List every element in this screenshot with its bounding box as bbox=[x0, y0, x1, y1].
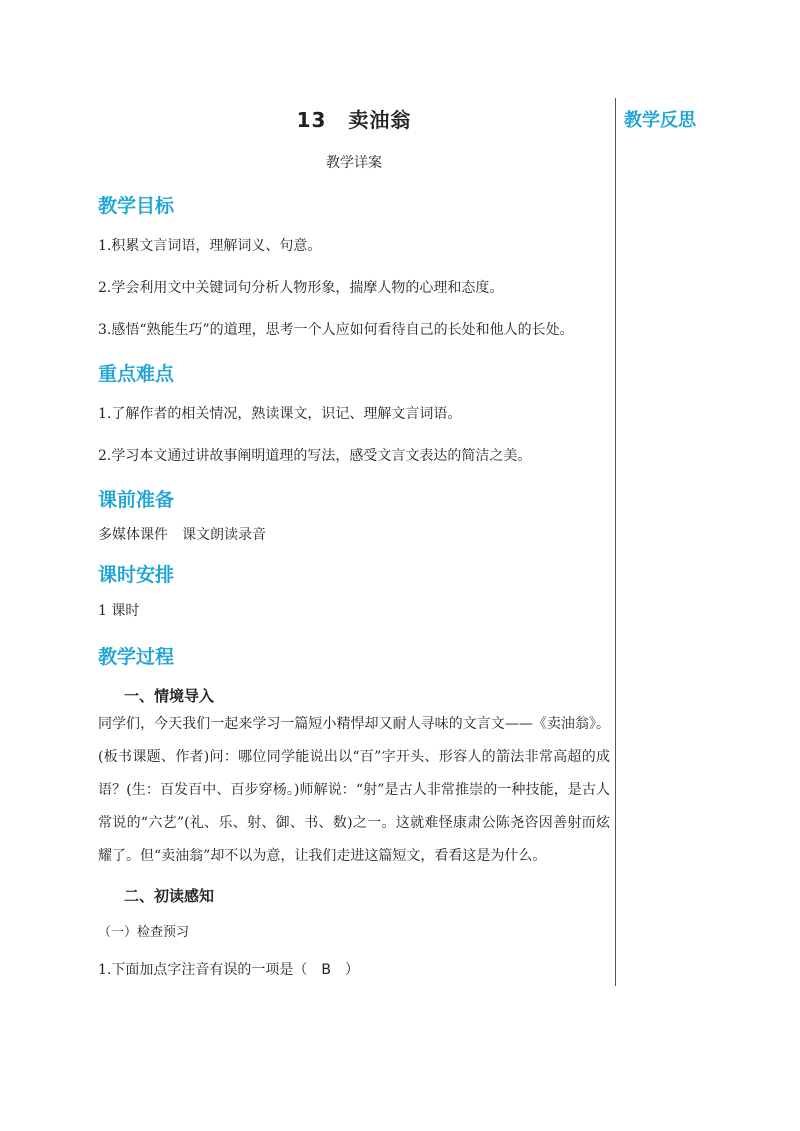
key-point-item-1: 1.了解作者的相关情况，熟读课文，识记、理解文言词语。 bbox=[98, 406, 462, 422]
goal-item-2: 2.学会利用文中关键词句分析人物形象，揣摩人物的心理和态度。 bbox=[98, 280, 504, 296]
process-heading: 教学过程 bbox=[98, 646, 175, 668]
page-title bbox=[98, 104, 610, 133]
key-points-heading: 重点难点 bbox=[98, 363, 175, 385]
goals-heading: 教学目标 bbox=[98, 195, 175, 217]
question-1-answer: B bbox=[321, 962, 331, 978]
preparation-heading: 课前准备 bbox=[98, 489, 175, 511]
schedule-text: 1 课时 bbox=[98, 603, 140, 619]
reading-subheading: 二、初读感知 bbox=[124, 887, 215, 905]
lesson-title: 卖油翁 bbox=[348, 108, 412, 132]
intro-paragraph: 同学们，今天我们一起来学习一篇短小精悍却又耐人寻味的文言文——《卖油翁》。(板书课题、作者)问：哪位同学能说出以“百”字开头、形容人的箭法非常高超的成语？(生：百发百中、百步穿杨。)师解说：“射”是古人非常推崇的一种技能，是古人常说的“六艺”(礼、乐、射、御、书、数)之一。这就难怪康肃公陈尧咨因善射而炫耀了。但“卖油翁”却不以为意，让我们走进这篇短文，看看这是为什么。 bbox=[98, 716, 610, 864]
question-1 bbox=[98, 959, 610, 979]
preview-check-label: （一）检查预习 bbox=[98, 925, 190, 940]
column-divider bbox=[615, 98, 616, 986]
preparation-text: 多媒体课件 课文朗读录音 bbox=[98, 527, 266, 543]
key-point-item-2: 2.学习本文通过讲故事阐明道理的写法，感受文言文表达的简洁之美。 bbox=[98, 448, 532, 464]
reflection-heading: 教学反思 bbox=[624, 110, 696, 131]
page-subtitle: 教学详案 bbox=[326, 155, 382, 171]
lesson-number: 13 bbox=[296, 108, 327, 132]
intro-subheading: 一、情境导入 bbox=[124, 687, 215, 705]
goal-item-1: 1.积累文言词语，理解词义、句意。 bbox=[98, 238, 322, 254]
goal-item-3: 3.感悟“熟能生巧”的道理，思考一个人应如何看待自己的长处和他人的长处。 bbox=[98, 322, 574, 338]
question-1-text: 1.下面加点字注音有误的一项是（ bbox=[98, 962, 308, 978]
question-1-close: ） bbox=[344, 962, 359, 978]
schedule-heading: 课时安排 bbox=[98, 564, 175, 586]
